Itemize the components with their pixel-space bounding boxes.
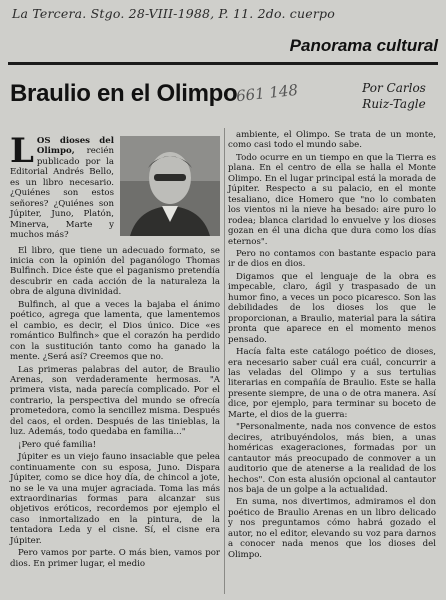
section-rule	[8, 62, 438, 65]
handwritten-pen-mark: 661 148	[235, 80, 299, 106]
quote-block	[228, 422, 436, 495]
paragraph-right-5: Hacía falta este catálogo poético de dioses, era necesario saber cuál era cuál, concurrir a las veladas del Olimpo y a sus tertulias literarias en compañía de Braulio. Este se halla presente siempre, de una o de otra manera. Así dice, por ejemplo, para terminar su boceto de Marte, el dios de la guerra:	[228, 347, 436, 420]
paragraph-left-1: El libro, que tiene un adecuado formato, se inicia con la opinión del paganólogo Thomas Bulfinch. Dice éste que el paganismo pretendía descubrir en cada acción de la naturaleza la obra de alguna divinidad.	[10, 245, 220, 298]
paragraph-right-2: Todo ocurre en un tiempo en que la Tierra es plana. En el centro de ella se halla el Monte Olimpo. En el lugar principal está la morada de Júpiter. Respecto a su palacio, en el monte tesaliano, dice Homero que "no lo combaten los vientos ni la nieve ha besado: aire puro lo rodea; blanca claridad lo envuelve y los dioses gozan en él una dicha que dura como los días eternos".	[228, 152, 436, 247]
article-column-right	[228, 130, 436, 562]
paragraph-left-4: ¡Pero qué familia!	[18, 439, 97, 450]
lead-block	[10, 131, 220, 243]
article-column-left	[10, 131, 220, 571]
paragraph-left-2: Bulfinch, al que a veces la bajaba el ánimo poético, agrega que lamenta, que lamentemos el cambio, es decir, el Dios único. Dice «es romántico Bulfinch» que el corazón ha perdido con la sustitución tanto como ha ganado la mente. ¿Será así? Creemos que no.	[10, 299, 220, 363]
paragraph-right-7: En suma, nos divertimos, admiramos el don poético de Braulio Arenas en un libro delicado y nos preguntamos cómo habrá gozado el autor, no el editor, elevando su voz para darnos a conocer nada menos que los dioses del Olimpo.	[228, 497, 436, 560]
article-headline: Braulio en el Olimpo	[10, 80, 238, 107]
drop-cap: L	[10, 131, 34, 171]
byline-line-1: Por Carlos	[362, 81, 426, 95]
paragraph-right-3: Pero no contamos con bastante espacio para ir de dios en dios.	[228, 248, 436, 270]
author-portrait-photo	[120, 136, 220, 236]
column-divider	[224, 128, 225, 594]
section-title: Panorama cultural	[289, 36, 438, 55]
paragraph-left-3: Las primeras palabras del autor, de Braulio Arenas, son verdaderamente hermosas. "A primera vista, nada parecía complicado. Por el contrario, la perspectiva del mundo se ofrecía prometedora, como la sencillez misma. Después del caos, el orden. Después de las tinieblas, la luz. Además, todo quedaba en familia..."	[10, 364, 220, 438]
paragraph-right-6: "Personalmente, nada nos convence de estos decires, atribuyéndolos, más bien, a unas homéricas exageraciones, formadas por un cantautor más preocupado de conmover a un auditorio que de atenerse a la realidad de los hechos". Con esta alusión opcional al cantautor nos baja de un golpe a la actualidad.	[228, 422, 436, 495]
lead-paragraph	[10, 131, 114, 243]
paragraph-right-1: ambiente, el Olimpo. Se trata de un monte, como casi todo el mundo sabe.	[228, 130, 436, 151]
paragraph-left-6: Pero vamos por parte. O más bien, vamos por dios. En primer lugar, el medio	[10, 548, 220, 569]
lead-text: recién publicado por la Editorial Andrés Bello, es un libro necesario. ¿Quiénes son estos señores? ¿Quiénes son Júpiter, Juno, Platón, Minerva, Marte y muchos más?	[10, 146, 114, 241]
lead-intro: OS dioses del Olimpo,	[36, 136, 114, 157]
byline	[354, 80, 434, 112]
paragraph-left-5: Júpiter es un viejo fauno insaciable que pelea continuamente con su esposa, Juno. Dispara Júpiter, como se dice hoy día, de chincol a jote, no se le va una mujer agraciada. Toma las más extraordinarias formas para alcanzar sus objetivos eróticos, recordemos por ejemplo el caso inmortalizado en la pintura, de la tentadora Leda y el cisne. Sí, el cisne era Júpiter.	[10, 452, 220, 546]
paragraph-right-4: Digamos que el lenguaje de la obra es impecable, claro, ágil y traspasado de un humor fino, a veces un poco picaresco. Son las debilidades de los dioses los que le proporcionan, a Braulio, material para la sátira pronta que aparece en el momento menos pensado.	[228, 271, 436, 345]
byline-line-2: Ruiz-Tagle	[362, 97, 426, 111]
handwritten-source-note: La Tercera. Stgo. 28-VIII-1988, P. 11. 2do. cuerpo	[12, 6, 335, 21]
